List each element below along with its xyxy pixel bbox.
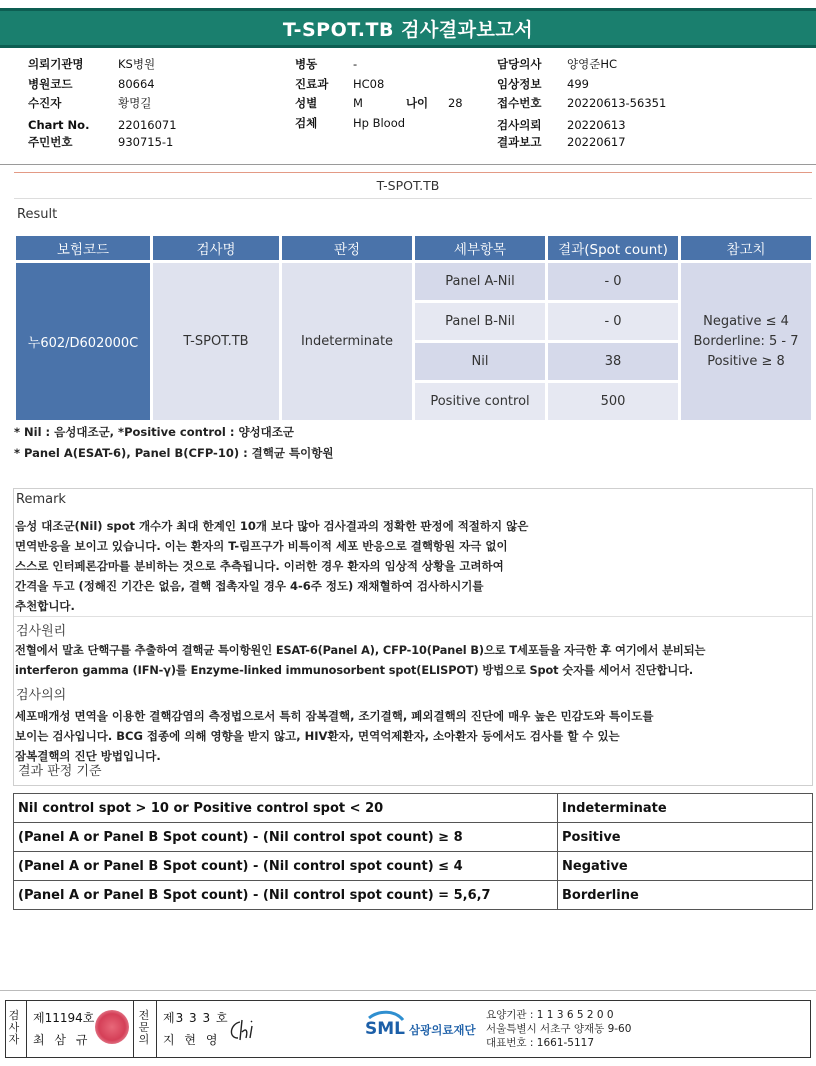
divider: [26, 1000, 27, 1058]
result-table: [13, 233, 814, 423]
vertical-char: 사: [8, 1021, 20, 1034]
info-label: Chart No.: [28, 117, 90, 132]
criteria-condition: (Panel A or Panel B Spot count) - (Nil control spot count) ≥ 8: [14, 823, 558, 852]
divider: [156, 1000, 157, 1058]
info-label: 성별: [295, 96, 318, 110]
org-line: 요양기관 : 1 1 3 6 5 2 0 0: [486, 1009, 614, 1021]
criteria-result: Negative: [558, 852, 813, 881]
vertical-char: 의: [138, 1033, 150, 1046]
sml-logo-text: SML: [365, 1019, 405, 1039]
result-label: Result: [17, 207, 58, 222]
info-value: HC08: [353, 76, 385, 91]
detail-item: Panel B-Nil: [415, 303, 545, 340]
info-label: 진료과: [295, 76, 329, 91]
divider: [14, 198, 812, 199]
vertical-char: 문: [138, 1021, 150, 1034]
reference-range: [681, 263, 811, 420]
section-title: T-SPOT.TB: [376, 178, 440, 193]
criteria-result: Positive: [558, 823, 813, 852]
spot-count: - 0: [548, 303, 678, 340]
header-code: 보험코드: [16, 236, 150, 260]
specialist-license: 제3 3 3 호: [163, 1011, 229, 1025]
info-value: 양영준HC: [567, 57, 618, 71]
remark-line: 간격을 두고 (정해진 기간은 없음, 결핵 접촉자일 경우 4-6주 정도) 재채혈하여 검사하시기를: [15, 579, 484, 593]
divider: [0, 164, 816, 165]
footnote: * Nil : 음성대조군, *Positive control : 양성대조군: [14, 425, 294, 439]
info-label: 접수번호: [497, 96, 542, 110]
criteria-row: [14, 823, 813, 852]
criteria-label: 결과 판정 기준: [18, 764, 102, 779]
significance-line: 보이는 검사입니다. BCG 접종에 의해 영향을 받지 않고, HIV환자, 면역억제환자, 소아환자 등에서도 검사를 할 수 있는: [15, 729, 620, 743]
insurance-code: 누602/D602000C: [16, 263, 150, 420]
principle-label: 검사원리: [16, 624, 67, 639]
remark-text: [15, 516, 528, 616]
spot-count: - 0: [548, 263, 678, 300]
info-value: 20220613-56351: [567, 96, 667, 110]
significance-text: [15, 706, 653, 766]
patient-info-col2: [295, 55, 463, 133]
seal-stamp-icon: [95, 1010, 129, 1044]
remark-label: Remark: [16, 492, 66, 507]
info-value: M: [353, 96, 363, 110]
criteria-row: [14, 881, 813, 910]
examiner-license: 제11194호: [33, 1011, 95, 1025]
remark-line: 스스로 인터페론감마를 분비하는 것으로 추측됩니다. 이러한 경우 환자의 임상적 상황을 고려하여: [15, 559, 504, 573]
info-label: 병원코드: [28, 76, 73, 91]
info-label: 병동: [295, 57, 318, 71]
criteria-condition: (Panel A or Panel B Spot count) - (Nil control spot count) ≤ 4: [14, 852, 558, 881]
test-name: T-SPOT.TB: [153, 263, 279, 420]
criteria-row: [14, 852, 813, 881]
divider: [14, 616, 812, 617]
vertical-char: 전: [138, 1009, 150, 1022]
significance-line: 잠복결핵의 진단 방법입니다.: [15, 749, 161, 763]
criteria-condition: Nil control spot > 10 or Positive control spot < 20: [14, 794, 558, 823]
divider: [14, 172, 812, 173]
report-title: T-SPOT.TB 검사결과보고서: [282, 18, 534, 41]
principle-line: interferon gamma (IFN-γ)를 Enzyme-linked immunosorbent spot(ELISPOT) 방법으로 Spot 숫자를 세어서 진단합니다.: [15, 664, 694, 677]
info-label: 임상정보: [497, 76, 542, 91]
divider: [133, 1000, 134, 1058]
header-judgement: 판정: [282, 236, 412, 260]
detail-item: Nil: [415, 343, 545, 380]
spot-count: 38: [548, 343, 678, 380]
info-value: 22016071: [118, 117, 177, 132]
examiner-vertical-label: [7, 1010, 21, 1046]
org-info: [486, 1008, 631, 1050]
spot-count: 500: [548, 383, 678, 420]
reference-positive: Positive ≥ 8: [707, 353, 785, 369]
specialist-vertical-label: [137, 1010, 151, 1046]
significance-line: 세포매개성 면역을 이용한 결핵감염의 측정법으로서 특히 잠복결핵, 조기결핵, 폐외결핵의 진단에 매우 높은 민감도와 특이도를: [15, 709, 654, 723]
info-value: -: [353, 57, 358, 71]
remark-line: 면역반응을 보이고 있습니다. 이는 환자의 T-림프구가 비특이적 세포 반응으로 결핵항원 자극 없이: [15, 539, 508, 553]
header-reference: 참고치: [681, 236, 811, 260]
info-value: 930715-1: [118, 135, 174, 149]
info-label: 검체: [295, 115, 318, 130]
patient-info-col3: [497, 55, 666, 153]
header-result: 결과(Spot count): [548, 236, 678, 260]
age-label: 나이: [405, 96, 429, 110]
info-label: 검사의뢰: [497, 117, 542, 132]
header-item: 세부항목: [415, 236, 545, 260]
detail-item: Panel A-Nil: [415, 263, 545, 300]
info-value: 499: [567, 76, 589, 91]
vertical-char: 검: [8, 1009, 20, 1022]
criteria-result: Borderline: [558, 881, 813, 910]
criteria-table: [13, 793, 813, 910]
patient-info-col1: [28, 55, 177, 153]
significance-label: 검사의의: [16, 688, 67, 703]
info-label: 결과보고: [497, 135, 542, 149]
footnote: * Panel A(ESAT-6), Panel B(CFP-10) : 결핵균 특이항원: [14, 446, 334, 460]
info-value: 20220617: [567, 135, 626, 149]
criteria-result: Indeterminate: [558, 794, 813, 823]
remark-line: 추천합니다.: [15, 599, 75, 613]
specialist-name: 지 현 영: [163, 1033, 221, 1047]
info-label: 주민번호: [28, 135, 73, 149]
judgement: Indeterminate: [282, 263, 412, 420]
org-line: 서울특별시 서초구 양재동 9-60: [486, 1023, 632, 1035]
info-label: 의뢰기관명: [28, 57, 84, 71]
info-value: Hp Blood: [353, 115, 406, 130]
signature-icon: [226, 1016, 262, 1044]
divider: [0, 990, 816, 991]
org-name: 삼광의료재단: [409, 1023, 476, 1037]
header-test-name: 검사명: [153, 236, 279, 260]
info-value: 황명길: [118, 96, 152, 110]
info-value: 80664: [118, 76, 155, 91]
remark-line: 음성 대조군(Nil) spot 개수가 최대 한계인 10개 보다 많아 검사결과의 정확한 판정에 적절하지 않은: [15, 519, 529, 533]
criteria-row: [14, 794, 813, 823]
reference-negative: Negative ≤ 4: [703, 313, 789, 329]
examiner-name: 최 삼 규: [33, 1033, 91, 1047]
vertical-char: 자: [8, 1033, 20, 1046]
detail-item: Positive control: [415, 383, 545, 420]
criteria-condition: (Panel A or Panel B Spot count) - (Nil control spot count) = 5,6,7: [14, 881, 558, 910]
age-value: 28: [447, 96, 463, 110]
org-line: 대표번호 : 1661-5117: [486, 1037, 595, 1049]
principle-line: 전혈에서 말초 단핵구를 추출하여 결핵균 특이항원인 ESAT-6(Panel A), CFP-10(Panel B)으로 T세포들을 자극한 후 여기에서 분비되는: [15, 644, 706, 657]
info-value: 20220613: [567, 117, 626, 132]
info-value: KS병원: [118, 57, 156, 71]
info-label: 담당의사: [497, 57, 542, 71]
reference-borderline: Borderline: 5 - 7: [693, 333, 799, 349]
report-title-bar: [0, 8, 816, 48]
principle-text: [15, 641, 705, 681]
info-label: 수진자: [28, 96, 62, 110]
